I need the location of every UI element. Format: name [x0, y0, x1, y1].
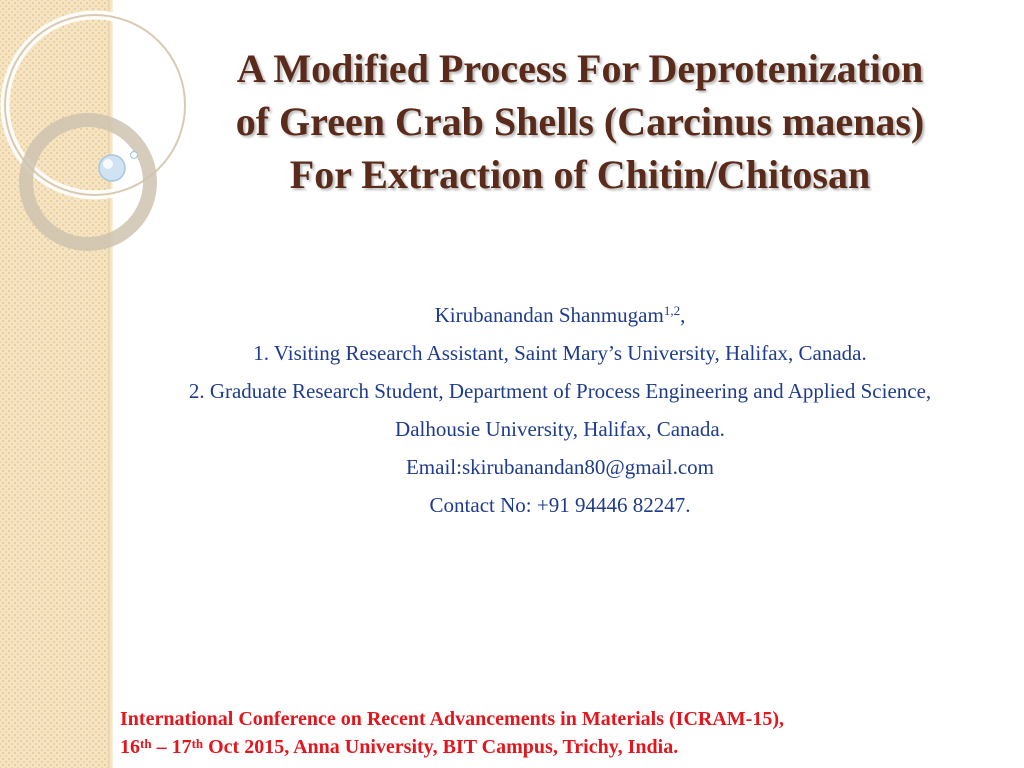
affiliation-2: 2. Graduate Research Student, Department of Process Engineering and Applied Science,: [188, 379, 932, 403]
conference-day-1: 16: [120, 736, 140, 758]
conference-day-2-suffix: th: [191, 736, 204, 751]
title-line-2: of Green Crab Shells (Carcinus maenas): [235, 99, 925, 144]
title-line-3: For Extraction of Chitin/Chitosan: [289, 152, 871, 197]
conference-day-1-suffix: th: [140, 736, 152, 751]
conference-line-1: International Conference on Recent Advancements in Materials (ICRAM-15),: [120, 708, 784, 730]
author-name: Kirubanandan Shanmugam: [434, 303, 664, 327]
affiliation-3: Dalhousie University, Halifax, Canada.: [395, 417, 725, 441]
contact-line: Contact No: +91 94446 82247.: [429, 493, 691, 517]
author-superscript: 1,2: [663, 303, 681, 318]
author-line: [150, 300, 970, 330]
conference-dash: –: [151, 736, 172, 758]
author-block: [150, 300, 970, 528]
conference-line-2: [120, 733, 1000, 761]
conference-footer: [120, 705, 1000, 761]
email-line: Email:skirubanandan80@gmail.com: [405, 455, 715, 479]
author-suffix: ,: [680, 303, 686, 327]
affiliation-1: 1. Visiting Research Assistant, Saint Mary’s University, Halifax, Canada.: [253, 341, 867, 365]
conference-details: Oct 2015, Anna University, BIT Campus, Trichy, India.: [203, 736, 679, 758]
slide-title: [160, 42, 1000, 201]
title-line-1: A Modified Process For Deprotenization: [236, 46, 924, 91]
conference-day-2: 17: [171, 736, 192, 758]
